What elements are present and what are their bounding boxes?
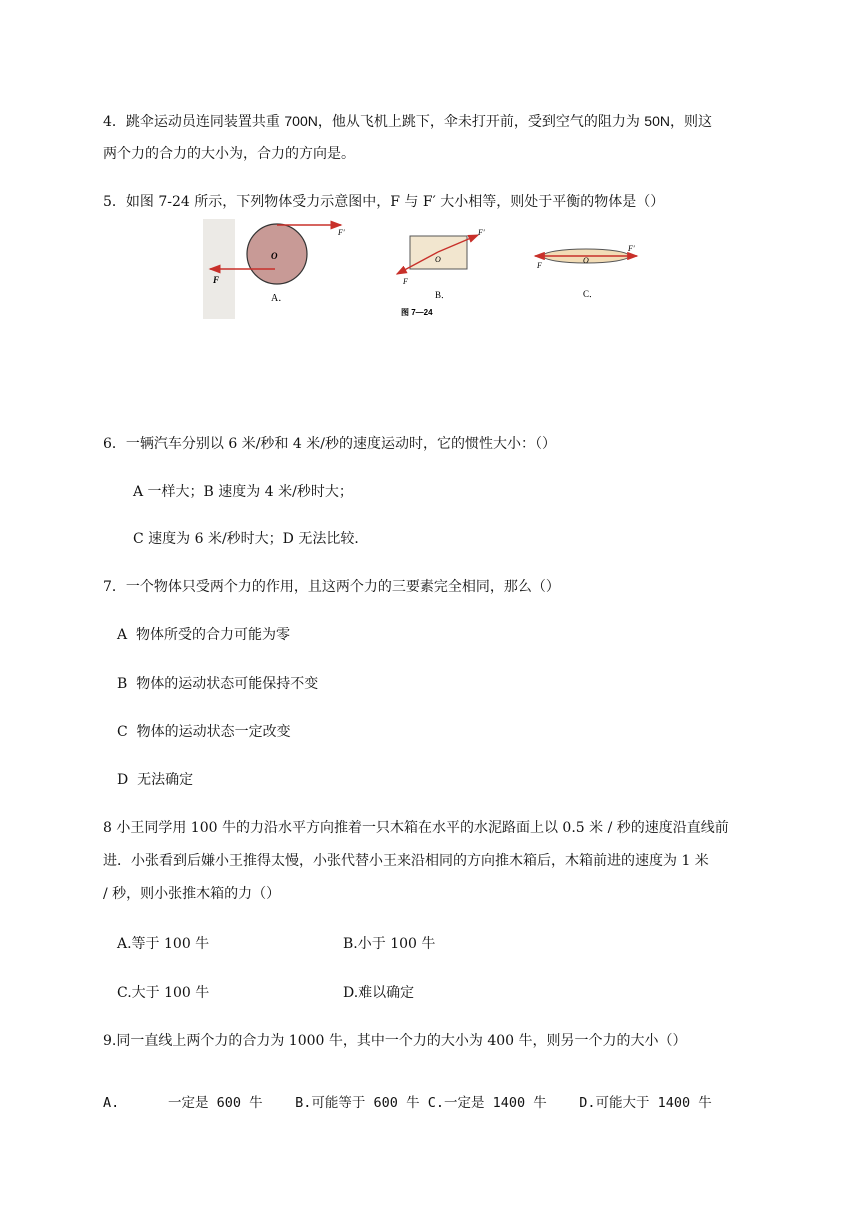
panel-b-force-prime-label: F′ xyxy=(478,228,485,237)
panel-c xyxy=(535,244,637,299)
panel-c-force-label: F xyxy=(537,261,542,270)
q5-question: 5．如图 7-24 所示，下列物体受力示意图中，F 与 F′ 大小相等，则处于平衡的物体是（） xyxy=(103,194,665,210)
q9-options: A. 一定是 600 牛 B.可能等于 600 牛 C.一定是 1400 牛 D.可能大于 1400 牛 xyxy=(103,1095,712,1111)
q7-option-b: B 物体的运动状态可能保持不变 xyxy=(117,676,319,692)
q8-option-a: A.等于 100 牛 xyxy=(117,936,210,952)
panel-b-center: O xyxy=(435,255,441,264)
q8-option-c: C.大于 100 牛 xyxy=(117,985,210,1001)
panel-c-caption: C． xyxy=(583,289,599,299)
q7-option-a: A 物体所受的合力可能为零 xyxy=(117,627,291,643)
q7-question: 7．一个物体只受两个力的作用，且这两个力的三要素完全相同，那么（） xyxy=(103,579,560,595)
panel-c-force-prime-label: F′ xyxy=(628,244,635,253)
panel-b xyxy=(397,228,485,300)
q8-option-d: D.难以确定 xyxy=(343,985,415,1001)
panel-b-force-label: F xyxy=(403,277,408,286)
force-diagram-figure xyxy=(203,219,643,322)
q7-option-c: C 物体的运动状态一定改变 xyxy=(117,724,291,740)
q6-options-line1: A 一样大；B 速度为 4 米/秒时大； xyxy=(133,484,353,500)
panel-a-caption: A． xyxy=(271,293,289,304)
panel-a-force-label: F xyxy=(213,275,220,285)
q4-text-part3: ，则这 xyxy=(669,114,712,130)
q8-question-line2: 进．小张看到后嫌小王推得太慢，小张代替小王来沿相同的方向推木箱后，木箱前进的速度为 1 米 xyxy=(103,853,709,869)
panel-a-center: O xyxy=(271,251,278,261)
q8-option-b: B.小于 100 牛 xyxy=(343,936,436,952)
panel-a-force-prime-label: F′ xyxy=(338,228,345,237)
q4-text-part1: 跳伞运动员连同装置共重 xyxy=(125,114,285,130)
q4-line2: 两个力的合力的大小为，合力的方向是。 xyxy=(103,146,355,162)
q4-line1 xyxy=(103,111,712,132)
q4-resistance: 50N xyxy=(644,113,670,129)
q6-question: 6．一辆汽车分别以 6 米/秒和 4 米/秒的速度运动时，它的惯性大小：（） xyxy=(103,436,556,452)
q4-weight: 700N xyxy=(284,113,318,129)
q7-option-d: D 无法确定 xyxy=(117,772,194,788)
panel-c-center: O xyxy=(583,256,589,265)
figure-caption: 图 7—24 xyxy=(401,308,433,317)
q8-question-line1: 8 小王同学用 100 牛的力沿水平方向推着一只木箱在水平的水泥路面上以 0.5 米 / 秒的速度沿直线前 xyxy=(103,820,729,836)
q6-options-line2: C 速度为 6 米/秒时大；D 无法比较． xyxy=(133,531,369,547)
q4-number: 4． xyxy=(103,114,126,130)
q9-question: 9.同一直线上两个力的合力为 1000 牛，其中一个力的大小为 400 牛，则另一个力的大小（） xyxy=(103,1033,687,1049)
q8-question-line3: / 秒，则小张推木箱的力（） xyxy=(103,886,281,902)
q4-text-part2: ，他从飞机上跳下，伞未打开前，受到空气的阻力为 xyxy=(317,114,645,130)
panel-b-caption: B． xyxy=(435,290,451,300)
